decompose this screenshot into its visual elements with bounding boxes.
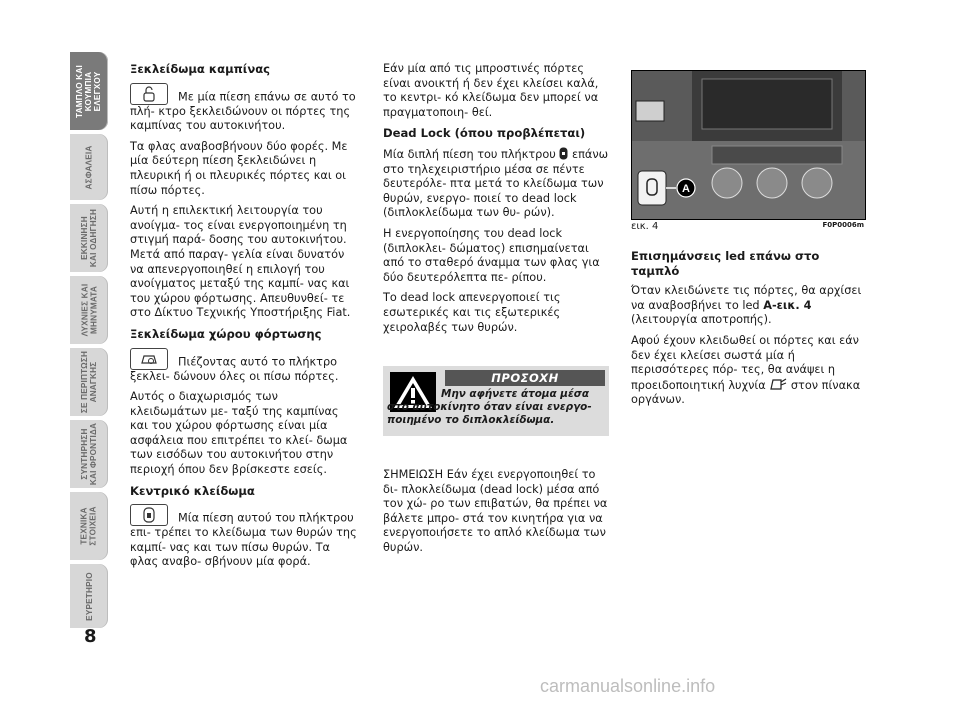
- note-paragraph: ΣΗΜΕΙΩΣΗ Εάν έχει ενεργοποιηθεί το δι- πλοκλείδωμα (dead lock) μέσα από τον χώ- ρο των επιβατών, θα πρέπει να βάλετε μπρο- στά τον κινητήρα για να ενεργοποιήσετε το απλό κλείδωμα των θυρών.: [383, 468, 608, 554]
- paragraph: Όταν κλειδώνετε τις πόρτες, θα αρχίσει να αναβοσβήνει το led A-εικ. 4 (λειτουργία αποτροπής).: [631, 284, 862, 327]
- paragraph: Αφού έχουν κλειδωθεί οι πόρτες και εάν δεν έχει κλείσει σωστά μία ή περισσότερες πόρ- τες, θα ανάψει η προειδοποιητική λυχνία στον πίνακα οργάνων.: [631, 333, 861, 407]
- remote-key-icon: [559, 147, 568, 160]
- page-number: 8: [84, 626, 97, 647]
- column-1: [130, 62, 358, 576]
- warning-title: ΠΡΟΣΟΧΗ: [445, 370, 605, 386]
- paragraph: Αυτή η επιλεκτική λειτουργία του ανοίγμα- τος είναι ενεργοποιημένη τη στιγμή παρά- δοσης του αυτοκινήτου. Μετά από παραγ- γελία είναι δυνατόν να απενεργοποιηθεί η επιλογή του ανοίγματος μεταξύ της καμπί- νας και του χώρου φόρτωσης. Απευθυνθεί- τε στο Δίκτυο Τεχνικής Υποστήριξης Fiat.: [130, 204, 351, 320]
- warning-box: [383, 366, 609, 436]
- tab-lights-messages[interactable]: ΛΥΧΝΙΕΣ ΚΑΙ ΜΗΝΥΜΑΤΑ: [70, 276, 108, 344]
- tab-starting-driving[interactable]: ΕΚΚΙΝΗΣΗ ΚΑΙ ΟΔΗΓΗΣΗ: [70, 204, 108, 272]
- paragraph: Αυτός ο διαχωρισμός των κλειδωμάτων με- ταξύ της καμπίνας και του χώρου φόρτωσης είναι μία ασφάλεια που επιτρέπει το κλεί- δωμα των εισόδων του αυτοκινήτου στην περιοχή όπου δεν βρίσκεστε εσείς.: [130, 390, 348, 477]
- section-heading-dead-lock: Dead Lock (όπου προβλέπεται): [383, 126, 586, 141]
- note-block: [383, 468, 609, 562]
- paragraph: Το dead lock απενεργοποιεί τις εσωτερικές και τις εξωτερικές χειρολαβές των θυρών.: [383, 291, 561, 334]
- unlock-cab-icon: [130, 83, 168, 105]
- dashboard-photo: [631, 70, 866, 220]
- section-heading-central-lock: Κεντρικό κλείδωμα: [130, 483, 255, 498]
- watermark: carmanualsonline.info: [540, 676, 716, 696]
- paragraph: Εάν μία από τις μπροστινές πόρτες είναι ανοικτή ή δεν έχει κλείσει καλά, το κεντρι- κό κλείδωμα δεν μπορεί να πραγματοποιη- θεί.: [383, 62, 599, 119]
- door-warning-icon: [769, 378, 787, 390]
- figure-caption: [631, 221, 864, 232]
- paragraph: Μία πίεση αυτού του πλήκτρου επι- τρέπει το κλείδωμα των θυρών της καμπί- νας και των πίσω θυρών. Τα φλας αναβο- σβήνουν μία φορά.: [130, 504, 358, 570]
- paragraph: Η ενεργοποίησης του dead lock (διπλοκλει- δώματος) επισημαίνεται από το σταθερό άναμμα των φλας για δύο δευτερόλεπτα πε- ρίπου.: [383, 226, 600, 284]
- unlock-cargo-icon: [130, 348, 168, 370]
- column-2: [383, 62, 609, 341]
- paragraph: Πιέζοντας αυτό το πλήκτρο ξεκλει- δώνουν όλες οι πίσω πόρτες.: [130, 348, 358, 385]
- tab-maintenance[interactable]: ΣΥΝΤΗΡΗΣΗ ΚΑΙ ΦΡΟΝΤΙΔΑ: [70, 420, 108, 488]
- section-heading-led: Επισημάνσεις led επάνω στο ταμπλό: [631, 249, 820, 278]
- section-heading-unlock-cab: Ξεκλείδωμα καμπίνας: [130, 62, 271, 76]
- figure-label: εικ. 4: [631, 221, 659, 232]
- section-heading-unlock-cargo: Ξεκλείδωμα χώρου φόρτωσης: [130, 326, 322, 341]
- tab-emergency[interactable]: ΣΕ ΠΕΡΙΠΤΩΣΗ ΑΝΑΓΚΗΣ: [70, 348, 108, 416]
- central-lock-icon: [130, 504, 168, 526]
- column-3: [631, 249, 864, 414]
- paragraph: Τα φλας αναβοσβήνουν δύο φορές. Με μία δεύτερη πίεση ξεκλειδώνει η πλευρική ή οι πλευρικές πόρτες και οι πίσω πόρτες.: [130, 139, 348, 197]
- tab-technical-data[interactable]: ΤΕΧΝΙΚΑ ΣΤΟΙΧΕΙΑ: [70, 492, 108, 560]
- tab-index[interactable]: ΕΥΡΕΤΗΡΙΟ: [70, 564, 108, 628]
- figure-code: F0P0006m: [822, 221, 864, 229]
- tab-dashboard-controls[interactable]: ΤΑΜΠΛΟ ΚΑΙ ΚΟΥΜΠΙΑ ΕΛΕΓΧΟΥ: [70, 52, 108, 130]
- paragraph: Με μία πίεση επάνω σε αυτό το πλή- κτρο ξεκλειδώνουν οι πόρτες της καμπίνας του αυτοκινήτου.: [130, 83, 358, 134]
- tab-safety[interactable]: ΑΣΦΑΛΕΙΑ: [70, 134, 108, 200]
- warning-text: Μην αφήνετε άτομα μέσα στο αυτοκίνητο όταν είναι ενεργο- ποιημένο το διπλοκλείδωμα.: [387, 388, 592, 426]
- section-sidebar: [70, 52, 108, 627]
- paragraph: Μία διπλή πίεση του πλήκτρου επάνω στο τηλεχειριστήριο μέσα σε πέντε δευτερόλε- πτα μετά το κλείδωμα των θυρών, ενεργο- ποιεί το dead lock (διπλοκλείδωμα των θυ- ρών).: [383, 147, 609, 220]
- figure-marker-a: A: [682, 183, 690, 195]
